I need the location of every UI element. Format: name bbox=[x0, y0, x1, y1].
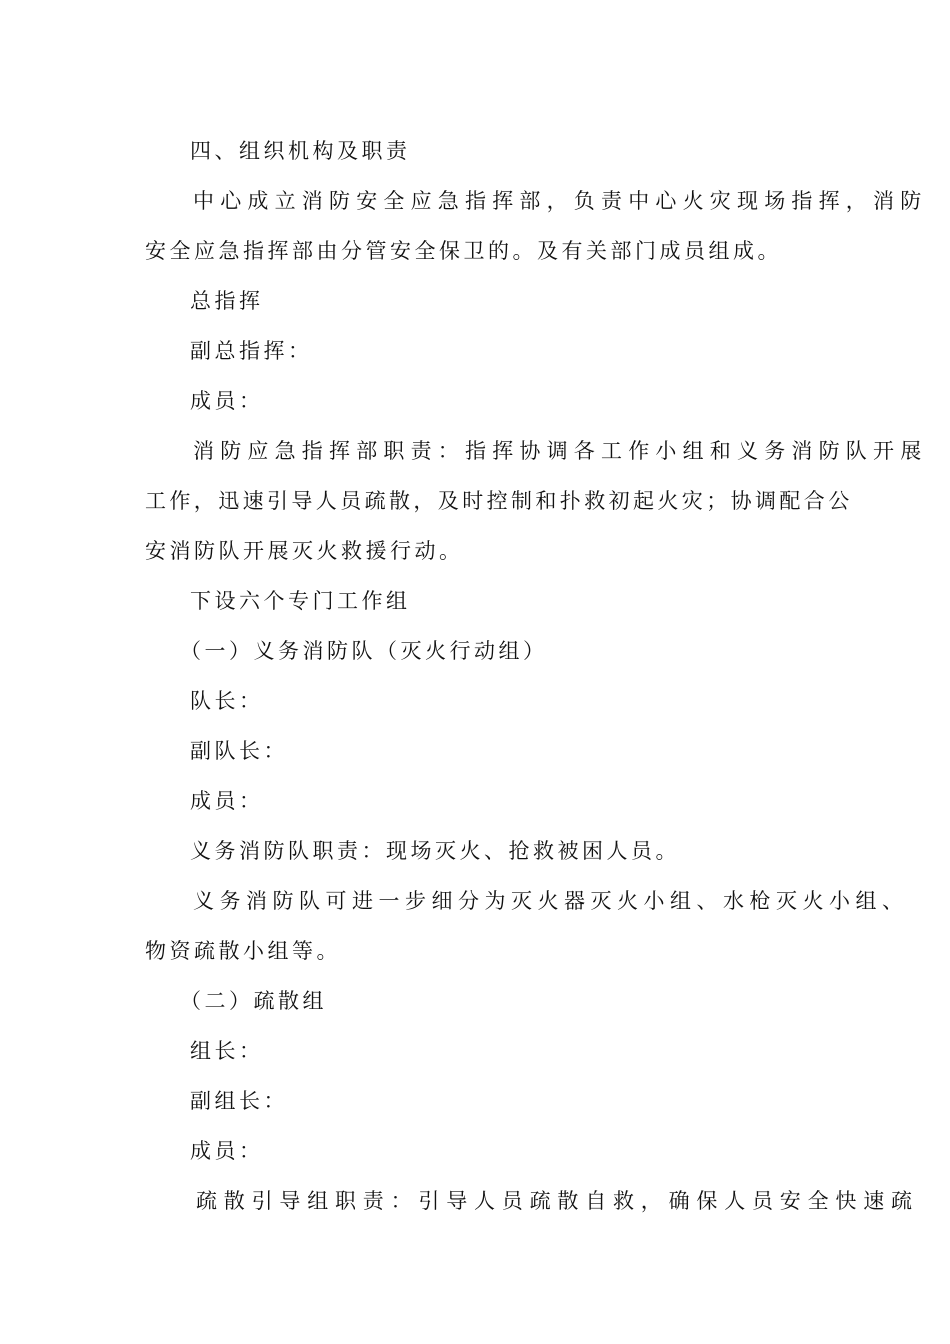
role-label-captain: 队长： bbox=[190, 689, 264, 713]
role-label-leader: 组长： bbox=[190, 1039, 264, 1063]
role-label-members: 成员： bbox=[190, 389, 264, 413]
role-label-members: 成员： bbox=[190, 789, 264, 813]
paragraph-line: 工作，迅速引导人员疏散，及时控制和扑救初起火灾；协调配合公 bbox=[145, 489, 853, 513]
subsection-heading: （一）义务消防队（灭火行动组） bbox=[180, 639, 548, 663]
paragraph-line: 消防应急指挥部职责：指挥协调各工作小组和义务消防队开展 bbox=[193, 439, 928, 463]
role-label-deputy-captain: 副队长： bbox=[190, 739, 288, 763]
paragraph-line: 义务消防队可进一步细分为灭火器灭火小组、水枪灭火小组、 bbox=[193, 889, 909, 913]
role-label-deputy-leader: 副组长： bbox=[190, 1089, 288, 1113]
role-label-deputy-commander: 副总指挥： bbox=[190, 339, 313, 363]
paragraph-line: 物资疏散小组等。 bbox=[145, 939, 341, 963]
paragraph-line: 下设六个专门工作组 bbox=[190, 589, 411, 613]
paragraph-line: 疏散引导组职责：引导人员疏散自救，确保人员安全快速疏 bbox=[196, 1189, 919, 1213]
paragraph-line: 安消防队开展灭火救援行动。 bbox=[145, 539, 464, 563]
paragraph-line: 义务消防队职责：现场灭火、抢救被困人员。 bbox=[190, 839, 680, 863]
role-label-commander: 总指挥 bbox=[190, 289, 264, 313]
section-heading: 四、组织机构及职责 bbox=[190, 139, 411, 163]
paragraph-line: 中心成立消防安全应急指挥部，负责中心火灾现场指挥，消防 bbox=[193, 189, 928, 213]
role-label-members: 成员： bbox=[190, 1139, 264, 1163]
subsection-heading: （二）疏散组 bbox=[180, 989, 327, 1013]
paragraph-line: 安全应急指挥部由分管安全保卫的。及有关部门成员组成。 bbox=[145, 239, 782, 263]
